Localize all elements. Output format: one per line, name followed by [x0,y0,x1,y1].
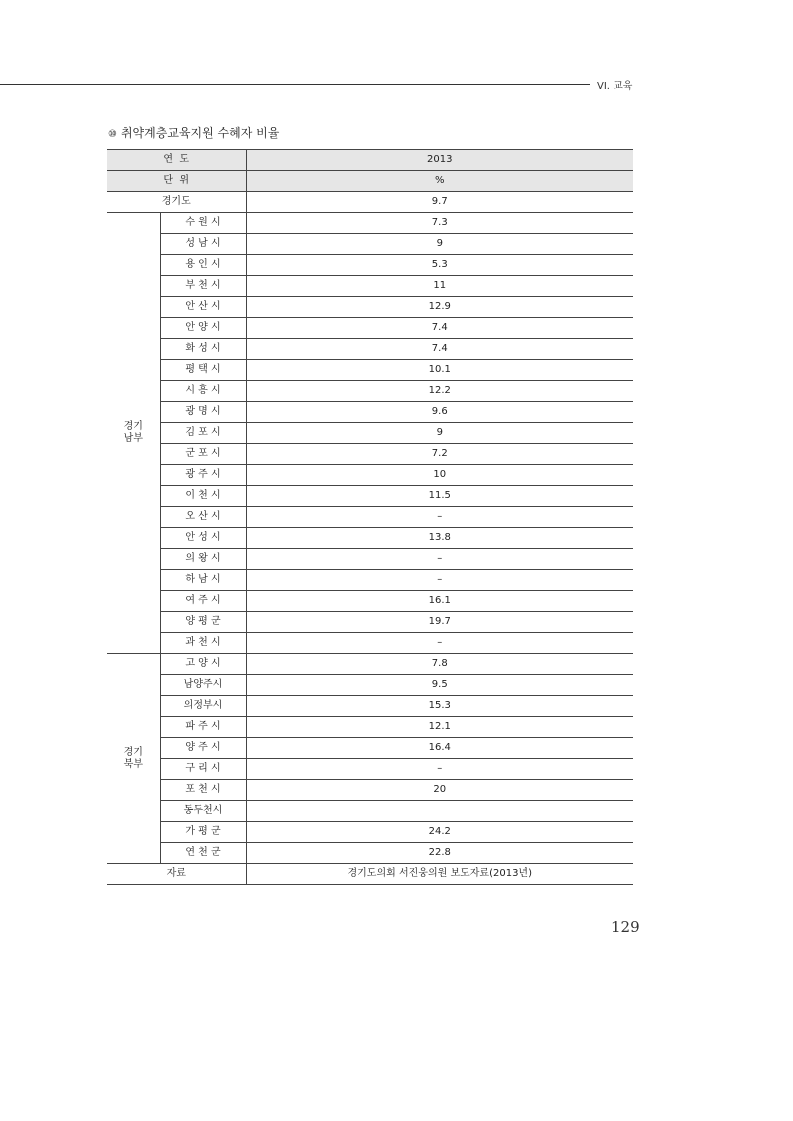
table-row [107,318,633,339]
table-row [107,822,633,843]
city-name: 과 천 시 [160,633,246,654]
section-header: VI. 교육 [597,81,633,92]
city-name: 가 평 군 [160,822,246,843]
table-row [107,339,633,360]
table-row [107,801,633,822]
city-name: 남양주시 [160,675,246,696]
city-value: 15.3 [246,696,633,717]
table-row [107,696,633,717]
table-row [107,297,633,318]
city-name: 수 원 시 [160,213,246,234]
city-name: 동두천시 [160,801,246,822]
city-value: 19.7 [246,612,633,633]
city-name: 연 천 군 [160,843,246,864]
source-value: 경기도의회 서진웅의원 보도자료(2013년) [246,864,633,885]
province-value: 9.7 [246,192,633,213]
region-label-line: 경기 [123,421,143,432]
city-value: 20 [246,780,633,801]
city-value: – [246,507,633,528]
city-value: – [246,759,633,780]
table-row [107,654,633,675]
city-value: 9 [246,234,633,255]
city-value: – [246,570,633,591]
city-value: 10.1 [246,360,633,381]
table-row [107,234,633,255]
city-name: 구 리 시 [160,759,246,780]
city-name: 화 성 시 [160,339,246,360]
table-row [107,570,633,591]
table-title [108,124,279,141]
page-number: 129 [611,918,640,936]
city-name: 시 흥 시 [160,381,246,402]
city-value: 7.8 [246,654,633,675]
city-value: 11.5 [246,486,633,507]
region-label-north [107,654,160,864]
city-value: 9 [246,423,633,444]
title-number: ⑩ [108,129,117,140]
table-row [107,591,633,612]
table-row [107,255,633,276]
city-name: 평 택 시 [160,360,246,381]
region-label-line: 남부 [123,433,143,444]
table-row [107,276,633,297]
region-label-south [107,213,160,654]
table-row [107,759,633,780]
city-value: 7.3 [246,213,633,234]
city-value [246,801,633,822]
city-name: 고 양 시 [160,654,246,675]
city-name: 오 산 시 [160,507,246,528]
city-value: 10 [246,465,633,486]
table-row [107,423,633,444]
table-row [107,738,633,759]
city-value: 12.1 [246,717,633,738]
unit-value: % [246,171,633,192]
city-value: 9.5 [246,675,633,696]
header-rule [0,84,590,85]
city-name: 김 포 시 [160,423,246,444]
table-row [107,381,633,402]
city-value: 12.9 [246,297,633,318]
city-name: 하 남 시 [160,570,246,591]
city-name: 여 주 시 [160,591,246,612]
city-value: 22.8 [246,843,633,864]
data-table [107,149,633,885]
city-value: 7.2 [246,444,633,465]
city-name: 안 양 시 [160,318,246,339]
source-row [107,864,633,885]
city-value: – [246,549,633,570]
table-row [107,612,633,633]
city-name: 의 왕 시 [160,549,246,570]
city-name: 포 천 시 [160,780,246,801]
table-row [107,444,633,465]
table-row [107,717,633,738]
table-row [107,360,633,381]
city-name: 파 주 시 [160,717,246,738]
city-name: 군 포 시 [160,444,246,465]
table-row [107,465,633,486]
table-row [107,402,633,423]
unit-row [107,171,633,192]
city-name: 양 주 시 [160,738,246,759]
city-name: 이 천 시 [160,486,246,507]
city-name: 용 인 시 [160,255,246,276]
city-value: 5.3 [246,255,633,276]
city-name: 광 명 시 [160,402,246,423]
table-row [107,486,633,507]
year-row [107,150,633,171]
year-label: 연 도 [107,150,246,171]
table-row [107,528,633,549]
table-row [107,633,633,654]
region-label-line: 북부 [123,758,143,770]
city-value: 24.2 [246,822,633,843]
title-text: 취약계층교육지원 수혜자 비율 [120,126,280,140]
table-row [107,843,633,864]
source-label: 자료 [107,864,246,885]
city-name: 안 성 시 [160,528,246,549]
province-row [107,192,633,213]
city-name: 양 평 군 [160,612,246,633]
city-value: 13.8 [246,528,633,549]
city-value: 12.2 [246,381,633,402]
city-value: 7.4 [246,339,633,360]
province-label: 경기도 [107,192,246,213]
city-value: 16.4 [246,738,633,759]
region-label-line: 경기 [123,746,143,758]
table-row [107,549,633,570]
city-value: 11 [246,276,633,297]
city-name: 광 주 시 [160,465,246,486]
city-value: 9.6 [246,402,633,423]
city-value: – [246,633,633,654]
city-name: 성 남 시 [160,234,246,255]
unit-label: 단 위 [107,171,246,192]
table-row [107,780,633,801]
city-value: 16.1 [246,591,633,612]
city-name: 부 천 시 [160,276,246,297]
city-name: 의정부시 [160,696,246,717]
table-row [107,213,633,234]
year-value: 2013 [246,150,633,171]
table-row [107,507,633,528]
city-name: 안 산 시 [160,297,246,318]
city-value: 7.4 [246,318,633,339]
table-row [107,675,633,696]
